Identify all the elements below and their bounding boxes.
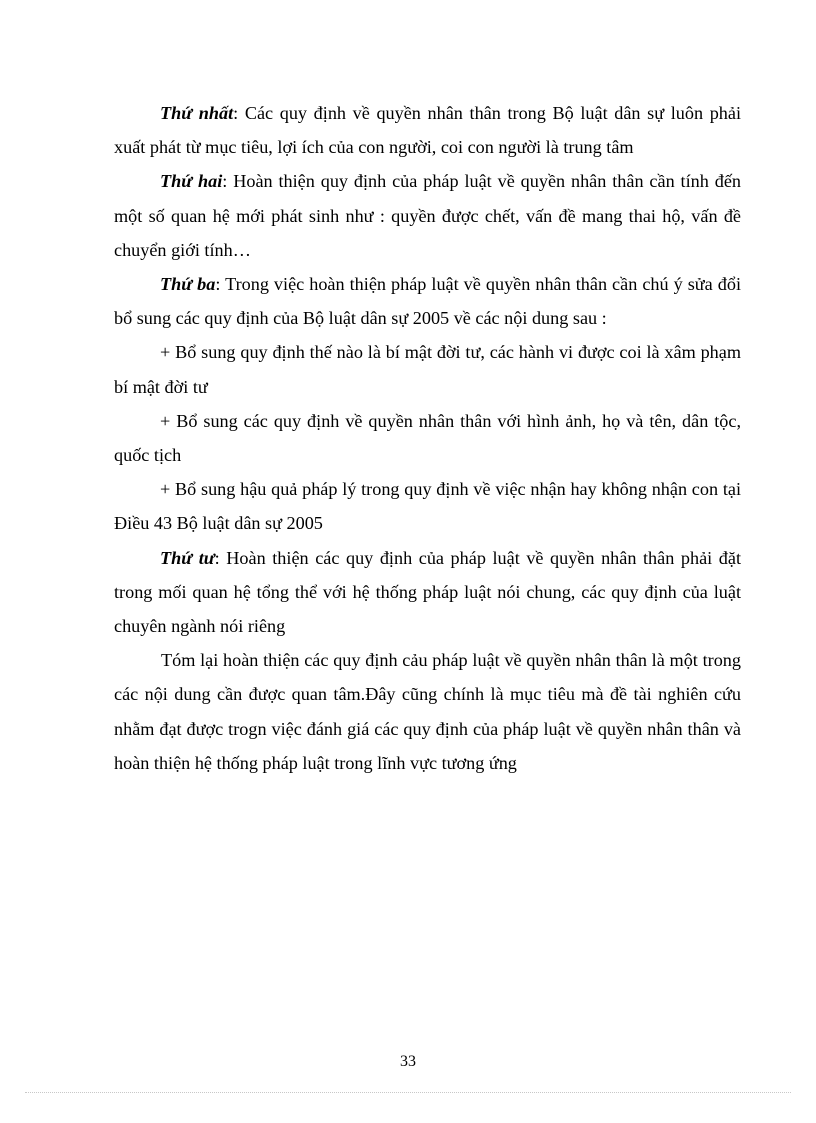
paragraph-lead-separator: : xyxy=(233,103,239,123)
paragraph-lead: Thứ ba xyxy=(160,274,216,295)
paragraph-lead-separator: : xyxy=(222,171,228,192)
page-number: 33 xyxy=(400,1053,416,1070)
paragraph-lead-separator: : xyxy=(214,547,220,568)
paragraph-lead: Thứ hai xyxy=(160,171,223,192)
bullet-bi-mat-doi-tu xyxy=(114,335,741,403)
paragraph-text: Hoàn thiện các quy định của pháp luật về quyền nhân thân phải đặt trong mối quan hệ tổng thể với hệ thống pháp luật nói chung, các quy định của luật chuyên ngành nói riêng xyxy=(114,547,741,637)
bullet-quyen-nhan-than xyxy=(114,404,741,472)
paragraph-tom-lai xyxy=(114,643,741,780)
paragraph-thu-tu xyxy=(114,541,741,644)
paragraph-thu-nhat xyxy=(114,96,741,164)
paragraph-thu-ba xyxy=(114,267,741,335)
document-body xyxy=(114,96,741,780)
paragraph-lead: Thứ tư xyxy=(160,547,215,568)
paragraph-text: + Bổ sung hậu quả pháp lý trong quy định về việc nhận hay không nhận con tại Điều 43 Bộ luật dân sự 2005 xyxy=(114,479,741,534)
paragraph-text: Các quy định về quyền nhân thân trong Bộ luật dân sự luôn phải xuất phát từ mục tiêu, lợi ích của con người, coi con người là trung tâm xyxy=(114,103,742,158)
paragraph-text: + Bổ sung các quy định về quyền nhân thân với hình ảnh, họ và tên, dân tộc, quốc tịch xyxy=(114,410,741,466)
paragraph-text: Tóm lại hoàn thiện các quy định cảu pháp luật về quyền nhân thân là một trong các nội dung cần được quan tâm.Đây cũng chính là mục tiêu mà đề tài nghiên cứu nhằm đạt được trogn việc đánh giá các quy định của pháp luật về quyền nhân thân và hoàn thiện hệ thống pháp luật trong lĩnh vực tương ứng xyxy=(114,650,741,773)
paragraph-thu-hai xyxy=(114,164,741,267)
footer-divider xyxy=(25,1092,791,1093)
paragraph-text: + Bổ sung quy định thế nào là bí mật đời tư, các hành vi được coi là xâm phạm bí mật đời tư xyxy=(114,342,741,397)
paragraph-lead: Thứ nhất xyxy=(160,103,234,123)
paragraph-text: Hoàn thiện quy định của pháp luật về quyền nhân thân cần tính đến một số quan hệ mới phát sinh như : quyền được chết, vấn đề mang thai hộ, vấn đề chuyển giới tính… xyxy=(114,171,741,260)
paragraph-text: Trong việc hoàn thiện pháp luật về quyền nhân thân cần chú ý sửa đổi bổ sung các quy định của Bộ luật dân sự 2005 về các nội dung sau : xyxy=(114,274,741,329)
paragraph-lead-separator: : xyxy=(215,274,221,295)
bullet-hau-qua-phap-ly xyxy=(114,472,741,540)
